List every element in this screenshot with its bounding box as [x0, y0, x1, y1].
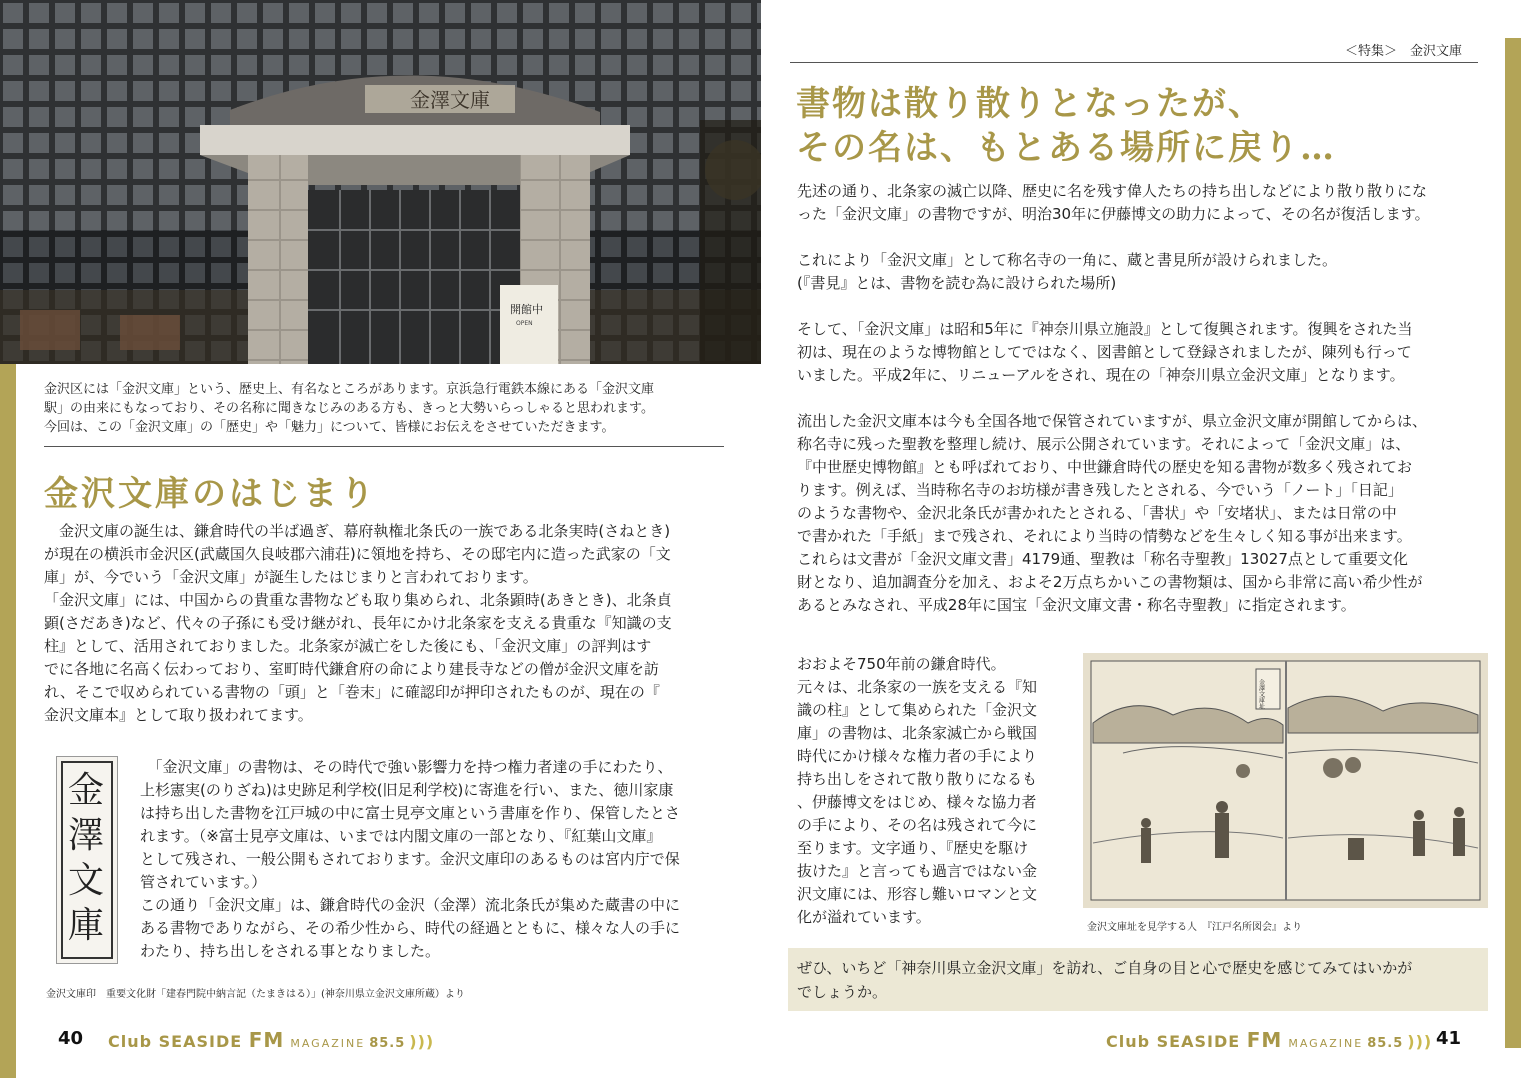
intro-caption-line: 金沢区には「金沢文庫」という、歴史上、有名なところがあります。京浜急行電鉄本線にある「金沢文庫 — [44, 382, 654, 397]
text-line: 『中世歴史博物館』とも呼ばれており、中世鎌倉時代の歴史を知る書物が数多く残されてお — [797, 458, 1413, 476]
text-line: で書かれた「手紙」まで残され、それにより当時の情勢などを生々しく知る事が出来ます。 — [797, 527, 1412, 545]
text-line: 財となり、追加調査分を加え、およそ2万点ちかいこの書物類は、国から非常に高い希少性が — [797, 573, 1423, 591]
text-line: 持ち出しをされて散り散りになるも — [797, 770, 1038, 788]
section-heading: 金沢文庫のはじまり — [44, 474, 377, 514]
text-line: れ、そこで収められている書物の「頭」と「巻末」に確認印が押印されたものが、現在の『 — [44, 683, 660, 701]
divider — [44, 446, 724, 447]
text-line: 上杉憲実(のりざね)は史跡足利学校(旧足利学校)に寄進を行い、また、徳川家康 — [140, 781, 674, 799]
seal-char: 庫 — [67, 905, 104, 946]
open-plaque-sub: OPEN — [516, 320, 533, 327]
radio-wave-icon: ))) — [1407, 1032, 1433, 1051]
heading-line: 書物は散り散りとなったが、 — [796, 84, 1264, 124]
text-line: おおよそ750年前の鎌倉時代。 — [797, 655, 1006, 673]
radio-wave-icon: ))) — [409, 1032, 435, 1051]
seal-characters — [64, 768, 108, 948]
text-line: 柱』として、活用されておりました。北条家が滅亡をした後にも、「金沢文庫」の評判はす — [44, 637, 652, 655]
text-line: 顕(さだあき)など、代々の子孫にも受け継がれ、長年にかけ北条家を支える貴重な『知識の支 — [44, 614, 672, 632]
text-line: 沢文庫には、形容し難いロマンと文 — [797, 885, 1038, 903]
magazine-logo-left — [108, 1028, 434, 1052]
heading-line: その名は、もとある場所に戻り… — [796, 128, 1336, 168]
text-line: として残され、一般公開もされております。金沢文庫印のあるものは宮内庁で保 — [140, 850, 680, 868]
text-line: 時代にかけ様々な権力者の手により — [797, 747, 1038, 765]
text-line: れます。（※富士見亭文庫は、いまでは内閣文庫の一部となり、『紅葉山文庫』 — [140, 827, 662, 845]
logo-frequency: 85.5 — [369, 1036, 406, 1051]
text-line: 初は、現在のような博物館としてではなく、図書館として登録されましたが、陳列も行って — [797, 343, 1412, 361]
logo-magazine: MAGAZINE — [290, 1037, 366, 1050]
open-plaque-text: 開館中 — [510, 303, 543, 316]
feature-tag: ＜特集＞ 金沢文庫 — [1345, 44, 1463, 59]
dispersal-paragraph — [140, 756, 730, 963]
text-line: 「金沢文庫」の書物は、その時代で強い影響力を持つ権力者達の手にわたり、 — [140, 758, 673, 776]
text-line: 抜けた』と言っても過言ではない金 — [797, 862, 1038, 880]
text-line: 元々は、北条家の一族を支える『知 — [797, 678, 1038, 696]
text-line: 、伊藤博文をはじめ、様々な協力者 — [797, 793, 1037, 811]
right-page-edge — [1505, 38, 1521, 1048]
text-line: ります。例えば、当時称名寺のお坊様が書き残したとされる、今でいう「ノート」「日記」 — [797, 481, 1403, 499]
intro-caption-line: 今回は、この「金沢文庫」の「歴史」や「魅力」について、皆様にお伝えをさせていただきます。 — [44, 420, 615, 435]
text-line: 庫」が、今でいう「金沢文庫」が誕生したはじまりと言われております。 — [44, 568, 538, 586]
text-line: のような書物や、金沢北条氏が書かれたとされる、「書状」や「安堵状」、または日常の中 — [797, 504, 1397, 522]
text-line: いました。平成2年に、リニューアルをされ、現在の「神奈川県立金沢文庫」となります。 — [797, 366, 1405, 384]
seal-char: 金 — [67, 770, 104, 811]
logo-club: Club — [108, 1032, 153, 1051]
text-line: 金沢文庫の誕生は、鎌倉時代の半ば過ぎ、幕府執権北条氏の一族である北条実時(さねとき) — [44, 522, 671, 540]
text-line: 金沢文庫本』として取り扱われてます。 — [44, 706, 313, 724]
text-line: 「金沢文庫」には、中国からの貴重な書物なども取り集められ、北条顕時(あきとき)、北条貞 — [44, 591, 672, 609]
text-line: 至ります。文字通り、『歴史を駆け — [797, 839, 1029, 857]
text-line: 流出した金沢文庫本は今も全国各地で保管されていますが、県立金沢文庫が開館してからは、 — [797, 412, 1428, 430]
print-title: 金澤文庫址 — [1257, 679, 1265, 709]
kanazawa-bunko-building-photo — [0, 0, 761, 364]
text-line: 管されています。） — [140, 873, 267, 891]
logo-club: Club — [1106, 1032, 1151, 1051]
feature-heading — [796, 82, 1336, 170]
text-line: そして、「金沢文庫」は昭和5年に『神奈川県立施設』として復興されます。復興をされた当 — [797, 320, 1413, 338]
intro-caption — [44, 380, 730, 437]
divider — [790, 62, 1478, 63]
text-line: 先述の通り、北条家の滅亡以降、歴史に名を残す偉人たちの持ち出しなどにより散り散りにな — [797, 182, 1428, 200]
magazine-logo-right — [1106, 1028, 1432, 1052]
building-sign-text: 金澤文庫 — [410, 88, 490, 112]
text-line: 庫」の書物は、北条家滅亡から戦国 — [797, 724, 1038, 742]
text-line: は持ち出した書物を江戸城の中に富士見亭文庫という書庫を作り、保管したとさ — [140, 804, 681, 822]
text-line: あるとみなされ、平成28年に国宝「金沢文庫文書・称名寺聖教」に指定されます。 — [797, 596, 1356, 614]
text-line: この通り「金沢文庫」は、鎌倉時代の金沢（金澤）流北条氏が集めた蔵書の中に — [140, 896, 681, 914]
logo-seaside: SEASIDE — [1156, 1032, 1241, 1051]
page-number-right: 41 — [1436, 1028, 1462, 1049]
text-line: が現在の横浜市金沢区(武蔵国久良岐郡六浦荘)に領地を持ち、その邸宅内に造った武家の「文 — [44, 545, 671, 563]
text-line: ある書物でありながら、その希少性から、時代の経過とともに、様々な人の手に — [140, 919, 681, 937]
text-line: の手により、その名は残されて今に — [797, 816, 1038, 834]
logo-fm: FM — [248, 1028, 285, 1052]
text-line: 称名寺に残った聖教を整理し続け、展示公開されています。それによって「金沢文庫」は、 — [797, 435, 1411, 453]
closing-invitation — [797, 956, 1487, 1004]
logo-frequency: 85.5 — [1367, 1036, 1404, 1051]
text-line: これにより「金沢文庫」として称名寺の一角に、蔵と書見所が設けられました。 — [797, 251, 1338, 269]
revival-article — [797, 180, 1487, 617]
seal-caption: 金沢文庫印 重要文化財「建春門院中納言記（たまきはる）」(神奈川県立金沢文庫所蔵）より — [46, 989, 465, 1000]
summary-paragraph — [797, 653, 1077, 929]
text-line: ぜひ、いちど「神奈川県立金沢文庫」を訪れ、ご自身の目と心で歴史を感じてみてはいかが — [797, 959, 1413, 977]
text-line: った「金沢文庫」の書物ですが、明治30年に伊藤博文の助力によって、その名が復活します。 — [797, 205, 1430, 223]
text-line: でに各地に名高く伝わっており、室町時代鎌倉府の命により建長寺などの僧が金沢文庫を訪 — [44, 660, 659, 678]
page-number-left: 40 — [58, 1028, 84, 1049]
logo-seaside: SEASIDE — [158, 1032, 243, 1051]
text-line: わたり、持ち出しをされる事となりました。 — [140, 942, 441, 960]
origin-paragraph — [44, 520, 734, 727]
intro-caption-line: 駅」の由来にもなっており、その名称に聞きなじみのある方も、きっと大勢いらっしゃると思われます。 — [44, 401, 654, 416]
text-line: (『書見』とは、書物を読む為に設けられた場所) — [797, 274, 1117, 292]
seal-char: 文 — [67, 860, 104, 901]
edo-meisho-zue-print — [1083, 653, 1488, 908]
seal-char: 澤 — [67, 815, 104, 856]
text-line: 識の柱』として集められた「金沢文 — [797, 701, 1038, 719]
logo-fm: FM — [1246, 1028, 1283, 1052]
text-line: でしょうか。 — [797, 983, 888, 1001]
text-line: これらは文書が「金沢文庫文書」4179通、聖教は「称名寺聖教」13027点として重要文化 — [797, 550, 1408, 568]
text-line: 化が溢れています。 — [797, 908, 931, 926]
logo-magazine: MAGAZINE — [1288, 1037, 1364, 1050]
print-caption: 金沢文庫址を見学する人 『江戸名所図会』より — [1087, 922, 1302, 933]
